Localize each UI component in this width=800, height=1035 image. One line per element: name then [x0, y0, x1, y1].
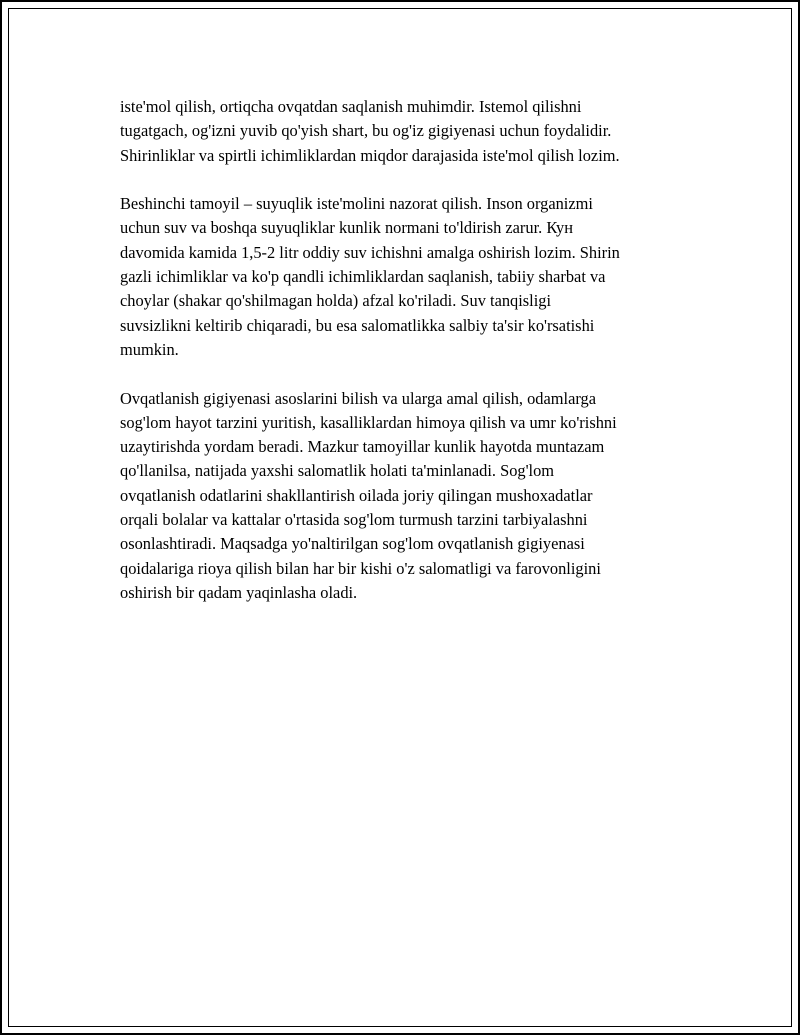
paragraph-3: Ovqatlanish gigiyenasi asoslarini bilish va ularga amal qilish, odamlarga sog'lom hayot tarzini yuritish, kasalliklardan himoya qilish va umr ko'rishni uzaytirishda yordam beradi. Mazkur tamoyillar kunlik hayotda muntazam qo'llanilsa, natijada yaxshi salomatlik holati ta'minlanadi. Sog'lom ovqatlanish odatlarini shakllantirish oilada joriy qilingan mushoxadatlar orqali bolalar va kattalar o'rtasida sog'lom turmush tarzini tarbiyalashni osonlashtiradi. Maqsadga yo'naltirilgan sog'lom ovqatlanish gigiyenasi qoidalariga rioya qilish bilan har bir kishi o'z salomatligi va farovonligini oshirish bir qadam yaqinlasha oladi.	[120, 388, 617, 602]
paragraph-2: Beshinchi tamoyil – suyuqlik iste'molini nazorat qilish. Inson organizmi uchun suv va boshqa suyuqliklar kunlik normani to'ldirish zarur. Кун davomida kamida 1,5-2 litr oddiy suv ichishni amalga oshirish lozim. Shirin gazli ichimliklar va ko'p qandli ichimliklardan saqlanish, tabiiy sharbat va choylar (shakar qo'shilmagan holda) afzal ko'riladi. Suv tanqisligi suvsizlikni keltirib chiqaradi, bu esa salomatlikka salbiy ta'sir ko'rsatishi mumkin.	[120, 194, 620, 359]
paragraph-1: iste'mol qilish, ortiqcha ovqatdan saqlanish muhimdir. Istemol qilishni tugatgach, og'izni yuvib qo'yish shart, bu og'iz gigiyenasi uchun foydalidir. Shirinliklar va spirtli ichimliklardan miqdor darajasida iste'mol qilish lozim.	[120, 97, 620, 165]
document-body	[120, 95, 710, 630]
